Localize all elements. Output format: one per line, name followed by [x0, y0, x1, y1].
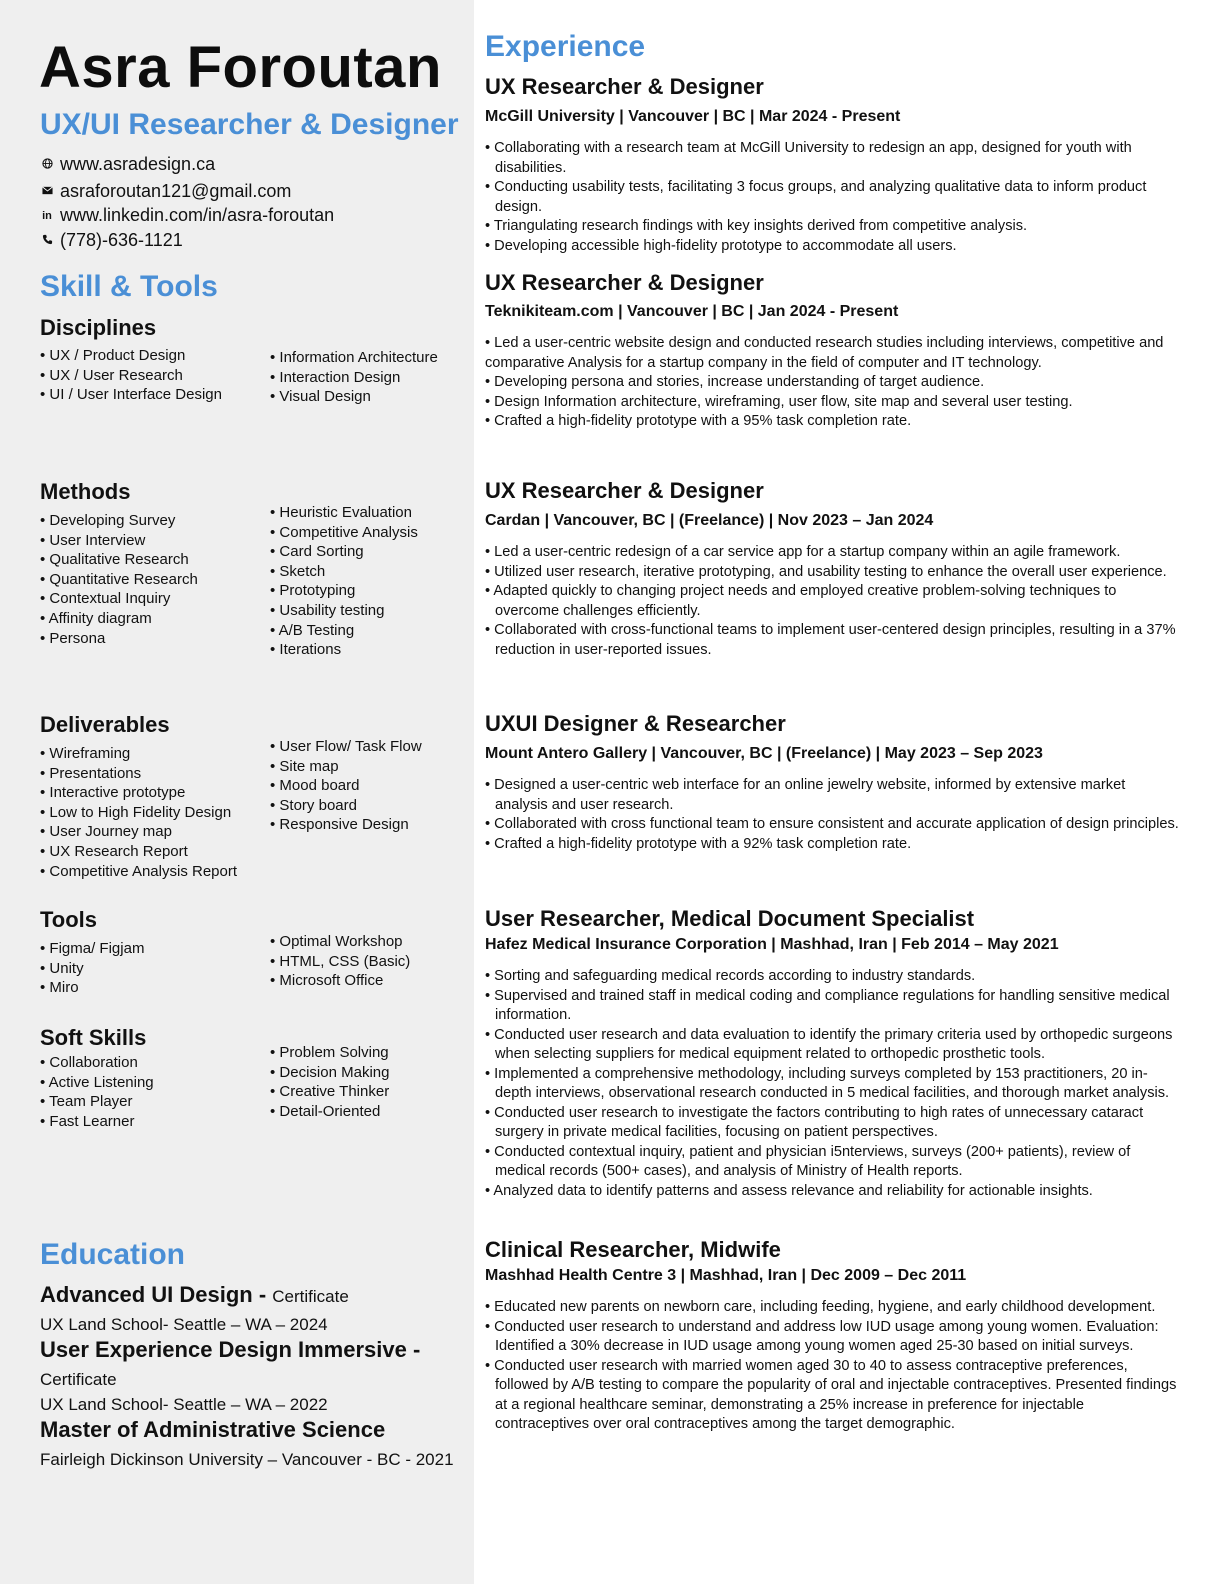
linkedin-icon: in: [42, 209, 52, 222]
list-item: • Interaction Design: [270, 368, 438, 388]
list-item: • Developing accessible high-fidelity prototype to accommodate all users.: [485, 237, 1180, 257]
job-meta: Teknikiteam.com | Vancouver | BC | Jan 2024 - Present: [485, 303, 899, 320]
job-title: UXUI Designer & Researcher: [485, 711, 786, 736]
list-item: • UX / User Research: [40, 366, 222, 386]
skills-section-title: Skill & Tools: [40, 270, 218, 303]
list-item: • Active Listening: [40, 1073, 154, 1093]
contact-website-text: www.asradesign.ca: [60, 154, 216, 174]
education-detail: UX Land School- Seattle – WA – 2022: [40, 1395, 328, 1414]
contact-email[interactable]: [40, 181, 291, 202]
education-section-title: Education: [40, 1238, 186, 1271]
list-item: • Analyzed data to identify patterns and assess relevance and reliability for actionable insights.: [485, 1182, 1180, 1202]
soft-skills-list-1: [40, 1053, 154, 1131]
list-item: • Prototyping: [270, 581, 418, 601]
list-item: • User Journey map: [40, 822, 237, 842]
list-item: • Team Player: [40, 1092, 154, 1112]
job-meta: Mashhad Health Centre 3 | Mashhad, Iran | Dec 2009 – Dec 2011: [485, 1267, 967, 1284]
list-item: • Detail-Oriented: [270, 1102, 389, 1122]
job-meta: Mount Antero Gallery | Vancouver, BC | (Freelance) | May 2023 – Sep 2023: [485, 745, 1043, 762]
list-item: • Affinity diagram: [40, 609, 198, 629]
list-item: • Usability testing: [270, 601, 418, 621]
list-item: • Utilized user research, iterative prototyping, and usability testing to enhance the overall user experience.: [485, 563, 1180, 583]
list-item: • Conducted user research and data evaluation to identify the primary criteria used by orthopedic surgeons when selecting suppliers for medical equipment related to orthopedic prosthetic tools.: [485, 1026, 1180, 1065]
job-bullets: [485, 1298, 1180, 1435]
experience-column: [485, 0, 1185, 1584]
job-title: UX Researcher & Designer: [485, 270, 764, 295]
education-detail: UX Land School- Seattle – WA – 2024: [40, 1315, 328, 1334]
deliverables-title: Deliverables: [40, 712, 170, 737]
list-item: • User Flow/ Task Flow: [270, 737, 422, 757]
list-item: • Designed a user-centric web interface for an online jewelry website, informed by extensive market analysis and user research.: [485, 776, 1180, 815]
sidebar: [0, 0, 474, 1584]
list-item: • Supervised and trained staff in medical coding and compliance regulations for handling sensitive medical information.: [485, 987, 1180, 1026]
list-item: • Card Sorting: [270, 542, 418, 562]
list-item: • Low to High Fidelity Design: [40, 803, 237, 823]
job-meta: Cardan | Vancouver, BC | (Freelance) | Nov 2023 – Jan 2024: [485, 512, 934, 529]
list-item: • Conducted contextual inquiry, patient and physician i5nterviews, surveys (200+ patients), review of medical records (500+ cases), and analysis of Ministry of Health reports.: [485, 1143, 1180, 1182]
tools-list-2: [270, 932, 410, 991]
list-item: • Unity: [40, 959, 144, 979]
list-item: • A/B Testing: [270, 621, 418, 641]
list-item: • Decision Making: [270, 1063, 389, 1083]
list-item: • Collaborated with cross functional team to ensure consistent and accurate application of design principles.: [485, 815, 1180, 835]
list-item: • Microsoft Office: [270, 971, 410, 991]
job-bullets: [485, 543, 1180, 660]
soft-skills-list-2: [270, 1043, 389, 1121]
list-item: • User Interview: [40, 531, 198, 551]
methods-list-1: [40, 511, 198, 648]
contact-phone[interactable]: [40, 230, 183, 251]
globe-icon: [40, 158, 54, 172]
list-item: • Conducted user research to investigate the factors contributing to high rates of unnecessary cataract surgery in private medical facilities, focusing on patient perspectives.: [485, 1104, 1180, 1143]
list-item: • Collaborated with cross-functional teams to implement user-centered design principles, resulting in a 37% reduction in user-reported issues.: [485, 621, 1180, 660]
disciplines-title: Disciplines: [40, 315, 157, 340]
tools-title: Tools: [40, 907, 98, 932]
education-item-title: [40, 1417, 385, 1443]
list-item: • Educated new parents on newborn care, including feeding, hygiene, and early childhood development.: [485, 1298, 1180, 1318]
list-item: • Sorting and safeguarding medical records according to industry standards.: [485, 967, 1180, 987]
education-item-title: [40, 1282, 349, 1308]
list-item: • Conducted user research with married women aged 30 to 40 to assess contraceptive preferences, followed by A/B testing to compare the popularity of oral and injectable contraceptives. Presented findings at a regional healthcare seminar, demonstrating a 25% increase in preference for injectable contraceptives over oral contraceptives among the target demographic.: [485, 1357, 1180, 1435]
list-item: • Adapted quickly to changing project needs and employed creative problem-solving techniques to overcome challenges efficiently.: [485, 582, 1180, 621]
list-item: • Crafted a high-fidelity prototype with a 92% task completion rate.: [485, 835, 1180, 855]
list-item: • Fast Learner: [40, 1112, 154, 1132]
job-title: UX Researcher & Designer: [485, 478, 764, 503]
deliverables-list-2: [270, 737, 422, 835]
methods-title: Methods: [40, 479, 131, 504]
education-item-title: [40, 1337, 420, 1363]
list-item: • Competitive Analysis: [270, 523, 418, 543]
job-title: User Researcher, Medical Document Specialist: [485, 906, 975, 931]
contact-phone-text: (778)-636-1121: [60, 230, 183, 250]
list-item: • Collaboration: [40, 1053, 154, 1073]
list-item: • UX Research Report: [40, 842, 237, 862]
list-item: • Information Architecture: [270, 348, 438, 368]
contact-linkedin[interactable]: [40, 205, 334, 226]
list-item: • Implemented a comprehensive methodology, including surveys completed by 153 practitioners, 20 in-depth interviews, observational research conducted in 5 medical facilities, and thorough market analysis.: [485, 1065, 1180, 1104]
list-item: • Problem Solving: [270, 1043, 389, 1063]
list-item: • Presentations: [40, 764, 237, 784]
contact-website[interactable]: [40, 154, 215, 175]
list-item: • Conducted user research to understand and address low IUD usage among young women. Evaluation: Identified a 30% decrease in IUD usage among young women aged 25-30 based on initial surveys.: [485, 1318, 1180, 1357]
contact-linkedin-text: www.linkedin.com/in/asra-foroutan: [60, 205, 335, 225]
list-item: • Visual Design: [270, 387, 438, 407]
education-cert: Certificate: [272, 1287, 349, 1306]
disciplines-list-2: [270, 348, 438, 407]
list-item: • Quantitative Research: [40, 570, 198, 590]
list-item: • Competitive Analysis Report: [40, 862, 237, 882]
list-item: • UI / User Interface Design: [40, 385, 222, 405]
mail-icon: [40, 186, 54, 198]
job-bullets: [485, 334, 1180, 432]
list-item: • Led a user-centric website design and conducted research studies including interviews, competitive and comparative Analysis for a startup company in the field of computer and IT technology.: [485, 334, 1180, 373]
list-item: • Iterations: [270, 640, 418, 660]
education-degree: Master of Administrative Science: [40, 1417, 386, 1442]
list-item: • Story board: [270, 796, 422, 816]
tools-list-1: [40, 939, 144, 998]
list-item: • Crafted a high-fidelity prototype with a 95% task completion rate.: [485, 412, 1180, 432]
list-item: • Persona: [40, 629, 198, 649]
list-item: • Qualitative Research: [40, 550, 198, 570]
soft-skills-title: Soft Skills: [40, 1025, 147, 1050]
list-item: • Site map: [270, 757, 422, 777]
list-item: • Conducting usability tests, facilitating 3 focus groups, and analyzing qualitative data to inform product design.: [485, 178, 1180, 217]
job-bullets: [485, 139, 1180, 256]
candidate-role: UX/UI Researcher & Designer: [40, 108, 459, 141]
education-degree: Advanced UI Design -: [40, 1282, 273, 1307]
candidate-name: Asra Foroutan: [39, 35, 442, 100]
list-item: • Contextual Inquiry: [40, 589, 198, 609]
list-item: • Wireframing: [40, 744, 237, 764]
job-bullets: [485, 967, 1180, 1201]
list-item: • Mood board: [270, 776, 422, 796]
list-item: • Design Information architecture, wireframing, user flow, site map and several user testing.: [485, 393, 1180, 413]
job-meta: McGill University | Vancouver | BC | Mar 2024 - Present: [485, 108, 901, 125]
list-item: • Miro: [40, 978, 144, 998]
disciplines-list-1: [40, 346, 222, 405]
deliverables-list-1: [40, 744, 237, 881]
job-bullets: [485, 776, 1180, 854]
list-item: • Developing persona and stories, increase understanding of target audience.: [485, 373, 1180, 393]
list-item: • Heuristic Evaluation: [270, 503, 418, 523]
list-item: • Sketch: [270, 562, 418, 582]
contact-email-text: asraforoutan121@gmail.com: [60, 181, 292, 201]
education-detail: Fairleigh Dickinson University – Vancouver - BC - 2021: [40, 1450, 454, 1469]
job-title: Clinical Researcher, Midwife: [485, 1237, 781, 1262]
list-item: • Responsive Design: [270, 815, 422, 835]
phone-icon: [40, 234, 54, 248]
list-item: • Creative Thinker: [270, 1082, 389, 1102]
list-item: • Optimal Workshop: [270, 932, 410, 952]
job-meta: Hafez Medical Insurance Corporation | Mashhad, Iran | Feb 2014 – May 2021: [485, 936, 1059, 953]
list-item: • Interactive prototype: [40, 783, 237, 803]
education-degree: User Experience Design Immersive -: [40, 1337, 421, 1362]
list-item: • Figma/ Figjam: [40, 939, 144, 959]
list-item: • Led a user-centric redesign of a car service app for a startup company within an agile framework.: [485, 543, 1180, 563]
experience-section-title: Experience: [485, 30, 646, 63]
education-cert: Certificate: [40, 1370, 117, 1389]
methods-list-2: [270, 503, 418, 660]
list-item: • Triangulating research findings with key insights derived from competitive analysis.: [485, 217, 1180, 237]
list-item: • UX / Product Design: [40, 346, 222, 366]
list-item: • Collaborating with a research team at McGill University to redesign an app, designed for youth with disabilities.: [485, 139, 1180, 178]
list-item: • Developing Survey: [40, 511, 198, 531]
job-title: UX Researcher & Designer: [485, 74, 764, 99]
list-item: • HTML, CSS (Basic): [270, 952, 410, 972]
